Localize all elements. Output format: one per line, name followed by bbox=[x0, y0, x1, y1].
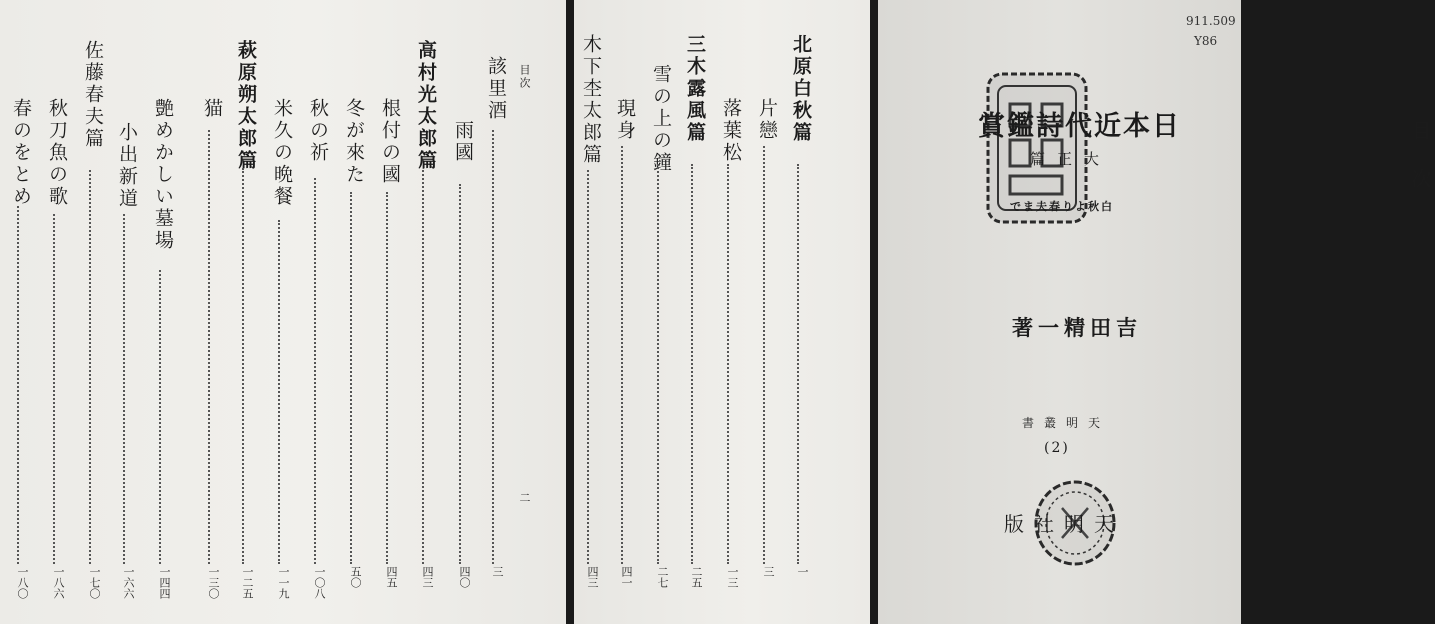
toc-entry-page: 一一九 bbox=[277, 566, 290, 599]
toc-entry-page: 一三 bbox=[726, 566, 739, 588]
toc-entry-title: 片戀 bbox=[756, 98, 778, 142]
toc-entry-page: 一八〇 bbox=[16, 566, 29, 599]
book-title: 日本近代詩鑑賞 bbox=[978, 111, 1181, 142]
toc-entry-page: 二七 bbox=[656, 566, 669, 588]
toc-entry-page: 四三 bbox=[421, 566, 434, 588]
toc-entry-title: 木下杢太郎篇 bbox=[580, 34, 602, 166]
leader-dots bbox=[797, 164, 799, 564]
publisher: 天明社版 bbox=[1004, 512, 1124, 536]
leader-dots bbox=[657, 164, 659, 564]
toc-entry bbox=[80, 40, 102, 600]
toc-page-left bbox=[0, 0, 566, 624]
toc-entry-page: 一三〇 bbox=[207, 566, 220, 599]
leader-dots bbox=[350, 192, 352, 564]
toc-entry-page: 四一 bbox=[620, 566, 633, 588]
toc-heading: 目次 bbox=[1408, 120, 1432, 216]
call-number: 911.509 bbox=[1186, 14, 1236, 28]
toc-entry-title: 現身 bbox=[614, 98, 636, 142]
author: 吉田精一著 bbox=[1012, 315, 1142, 340]
toc-entry bbox=[269, 98, 291, 600]
toc-entry bbox=[754, 98, 776, 600]
toc-entry-page: 一二五 bbox=[241, 566, 254, 599]
leader-dots bbox=[621, 146, 623, 564]
toc-entry bbox=[483, 56, 505, 600]
toc-entry bbox=[199, 98, 221, 600]
toc-entry-title: 秋刀魚の歌 bbox=[46, 98, 68, 208]
toc-entry-page: 一四四 bbox=[158, 566, 171, 599]
toc-entry bbox=[44, 98, 66, 600]
leader-dots bbox=[159, 270, 161, 564]
toc-entry-title: 雪の上の鐘 bbox=[650, 64, 672, 174]
toc-entry-page: 一〇八 bbox=[313, 566, 326, 599]
toc-entry-page: 三 bbox=[762, 566, 775, 577]
leader-dots bbox=[208, 130, 210, 564]
subtitle: 白秋より春夫まで bbox=[1010, 200, 1114, 213]
toc-entry-title: 秋の祈 bbox=[307, 98, 329, 164]
toc-entry-title: 該里酒 bbox=[485, 56, 507, 122]
toc-entry-title: 米久の晩餐 bbox=[271, 98, 293, 208]
toc-entry bbox=[305, 98, 327, 600]
toc-entry bbox=[413, 40, 435, 600]
toc-entry-title: 佐藤春夫篇 bbox=[82, 40, 104, 150]
toc-entry-page: 五〇 bbox=[349, 566, 362, 588]
toc-entry-page: 一 bbox=[796, 566, 809, 577]
leader-dots bbox=[763, 146, 765, 564]
toc-entry-title: 艶めかしい墓場 bbox=[152, 98, 174, 252]
toc-entry bbox=[377, 98, 399, 600]
toc-entry-page: 一七〇 bbox=[88, 566, 101, 599]
toc-entry-page: 三 bbox=[491, 566, 504, 577]
cover-page bbox=[878, 0, 1241, 624]
toc-entry-page: 四三 bbox=[586, 566, 599, 588]
toc-entry bbox=[578, 34, 600, 600]
toc-entry-title: 萩原朔太郎篇 bbox=[235, 40, 257, 172]
toc-entry bbox=[150, 98, 172, 600]
toc-entry-title: 春のをとめ bbox=[10, 98, 32, 208]
toc-entry-page: 一八六 bbox=[52, 566, 65, 599]
call-number-2: Y86 bbox=[1194, 34, 1218, 48]
leader-dots bbox=[386, 192, 388, 564]
page-number: 二 bbox=[518, 492, 531, 505]
toc-entry-title: 根付の國 bbox=[379, 98, 401, 186]
leader-dots bbox=[492, 130, 494, 564]
toc-entry-title: 高村光太郎篇 bbox=[415, 40, 437, 172]
toc-entry bbox=[788, 34, 810, 600]
toc-entry-title: 冬が來た bbox=[343, 98, 365, 186]
toc-entry bbox=[612, 98, 634, 600]
page-header: 目次 bbox=[518, 64, 531, 90]
leader-dots bbox=[691, 164, 693, 564]
leader-dots bbox=[278, 220, 280, 564]
leader-dots bbox=[53, 214, 55, 564]
series-number: (2) bbox=[1044, 440, 1070, 456]
leader-dots bbox=[242, 168, 244, 564]
toc-entry bbox=[648, 64, 670, 600]
toc-entry bbox=[114, 122, 136, 600]
toc-entry bbox=[233, 40, 255, 600]
toc-entry bbox=[450, 120, 472, 600]
leader-dots bbox=[587, 170, 589, 564]
volume-label: 大正篇 bbox=[1030, 150, 1112, 168]
leader-dots bbox=[459, 184, 461, 564]
toc-entry-title: 落葉松 bbox=[720, 98, 742, 164]
toc-entry bbox=[682, 34, 704, 600]
toc-entry-page: 二五 bbox=[690, 566, 703, 588]
leader-dots bbox=[314, 178, 316, 564]
toc-entry-title: 小出新道 bbox=[116, 122, 138, 210]
toc-entry-page: 四五 bbox=[385, 566, 398, 588]
toc-entry-title: 猫 bbox=[201, 98, 223, 120]
leader-dots bbox=[123, 214, 125, 564]
leader-dots bbox=[422, 170, 424, 564]
toc-entry-title: 北原白秋篇 bbox=[790, 34, 812, 144]
leader-dots bbox=[17, 206, 19, 564]
toc-entry-title: 雨國 bbox=[452, 120, 474, 164]
toc-entry-page: 一六六 bbox=[122, 566, 135, 599]
leader-dots bbox=[89, 170, 91, 564]
toc-entry-title: 三木露風篇 bbox=[684, 34, 706, 144]
leader-dots bbox=[727, 164, 729, 564]
series-name: 天明叢書 bbox=[1022, 416, 1111, 430]
toc-entry bbox=[341, 98, 363, 600]
toc-entry-page: 四〇 bbox=[458, 566, 471, 588]
toc-entry bbox=[8, 98, 30, 600]
toc-entry bbox=[718, 98, 740, 600]
